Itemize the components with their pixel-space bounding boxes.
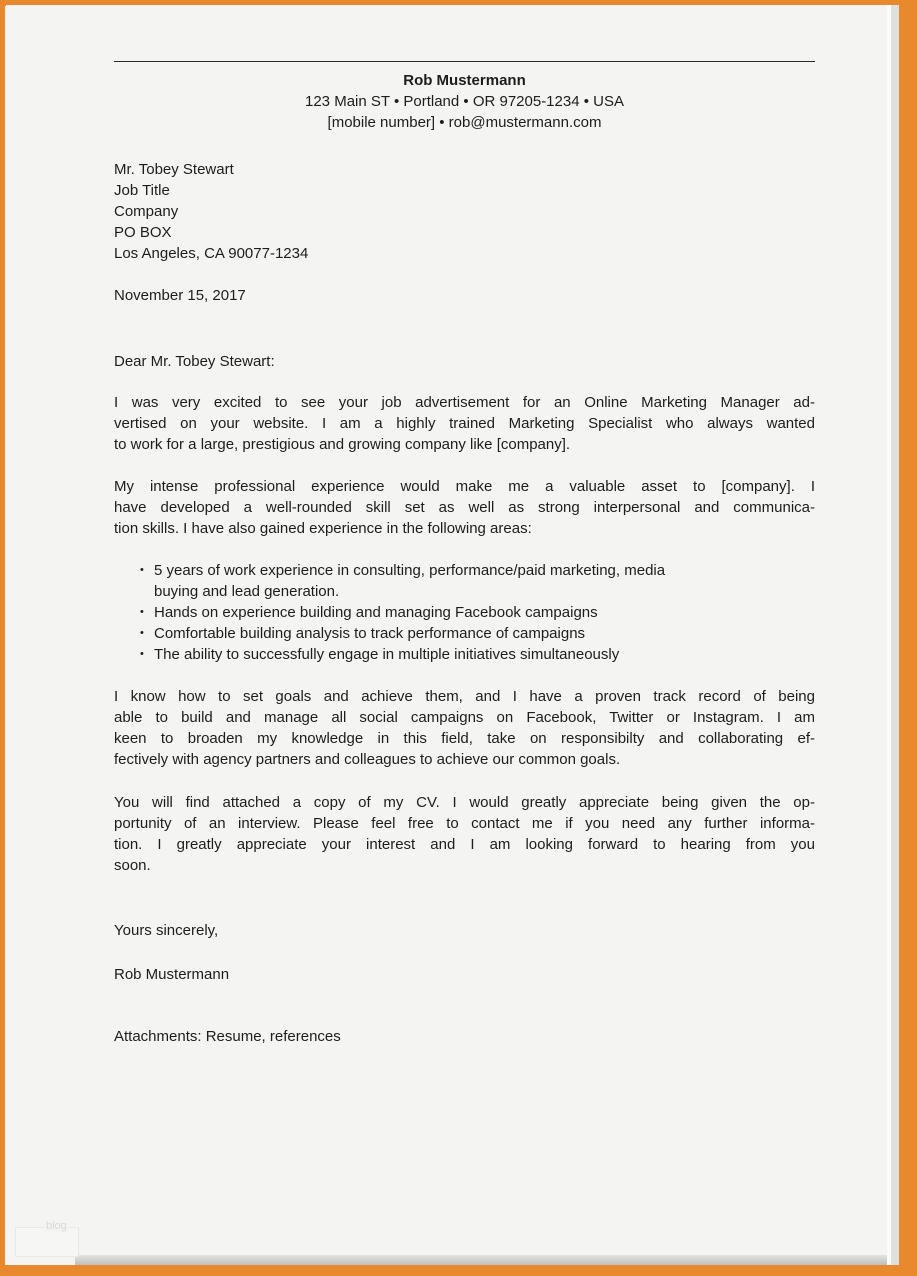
watermark-box: [15, 1220, 79, 1257]
watermark-text: blog: [46, 1220, 67, 1232]
sender-name: Rob Mustermann: [403, 72, 526, 89]
text-line: fectively with agency partners and colleagues to achieve our common goals.: [114, 751, 621, 768]
paragraph-cv: [114, 792, 815, 876]
text-line: tion. I greatly appreciate your interest and I am looking forward to hearing from you: [114, 836, 815, 853]
text-line: able to build and manage all social campaigns on Facebook, Twitter or Instagram. I am: [114, 709, 815, 726]
text-line: have developed a well-rounded skill set as well as strong interpersonal and communica-: [114, 499, 815, 516]
bullet-item: [114, 560, 815, 602]
text-line: keen to broaden my knowledge in this field, take on responsibilty and collaborating ef-: [114, 730, 815, 747]
bullet-icon: •: [140, 648, 144, 660]
bullet-text: [154, 644, 815, 665]
text-line: Mr. Tobey Stewart: [114, 161, 234, 178]
text-line: to work for a large, prestigious and growing company like [company].: [114, 436, 571, 453]
text-line: soon.: [114, 857, 151, 874]
bullet-icon: •: [140, 627, 144, 639]
bullet-icon: •: [140, 564, 144, 576]
text-line: Job Title: [114, 182, 170, 199]
paragraph-intro: [114, 392, 815, 455]
bullet-item: [114, 602, 815, 623]
skills-bullet-list: [114, 560, 815, 665]
text-line: Company: [114, 203, 179, 220]
text-line: Comfortable building analysis to track performance of campaigns: [154, 625, 586, 642]
paragraph-goals: [114, 686, 815, 770]
bullet-item: [114, 644, 815, 665]
text-line: portunity of an interview. Please feel free to contact me if you need any further informa-: [114, 815, 815, 832]
text-line: The ability to successfully engage in multiple initiatives simultaneously: [154, 646, 620, 663]
letterhead-rule: [114, 61, 815, 62]
text-line: I know how to set goals and achieve them, and I have a proven track record of being: [114, 688, 815, 705]
page-bottom-shadow: [75, 1255, 899, 1265]
text-line: vertised on your website. I am a highly trained Marketing Specialist who always wanted: [114, 415, 815, 432]
sender-contact: [mobile number] • rob@mustermann.com: [327, 114, 602, 131]
page-edge-shadow: [891, 5, 899, 1265]
bullet-text: [154, 560, 815, 602]
salutation: Dear Mr. Tobey Stewart:: [114, 353, 275, 370]
text-line: My intense professional experience would make me a valuable asset to [company]. I: [114, 478, 815, 495]
bullet-text: [154, 623, 815, 644]
sender-address: 123 Main ST • Portland • OR 97205-1234 • USA: [305, 93, 624, 110]
text-line: tion skills. I have also gained experience in the following areas:: [114, 520, 532, 537]
text-line: 5 years of work experience in consulting, performance/paid marketing, media: [154, 562, 666, 579]
text-line: buying and lead generation.: [154, 583, 340, 600]
signature-name: Rob Mustermann: [114, 966, 230, 983]
paragraph-experience: [114, 476, 815, 539]
valediction: Yours sincerely,: [114, 922, 219, 939]
letterhead: [114, 71, 815, 133]
bullet-item: [114, 623, 815, 644]
letter-content: [5, 61, 899, 1047]
frame-corner-accent: [0, 0, 6, 6]
recipient-block: [114, 159, 815, 264]
attachments-note: Attachments: Resume, references: [114, 1028, 341, 1045]
text-line: You will find attached a copy of my CV. I would greatly appreciate being given the op-: [114, 794, 815, 811]
bullet-text: [154, 602, 815, 623]
text-line: I was very excited to see your job advertisement for an Online Marketing Manager ad-: [114, 394, 815, 411]
text-line: Hands on experience building and managing Facebook campaigns: [154, 604, 598, 621]
letter-date: November 15, 2017: [114, 287, 246, 304]
text-line: PO BOX: [114, 224, 172, 241]
bullet-icon: •: [140, 606, 144, 618]
text-line: Los Angeles, CA 90077-1234: [114, 245, 309, 262]
